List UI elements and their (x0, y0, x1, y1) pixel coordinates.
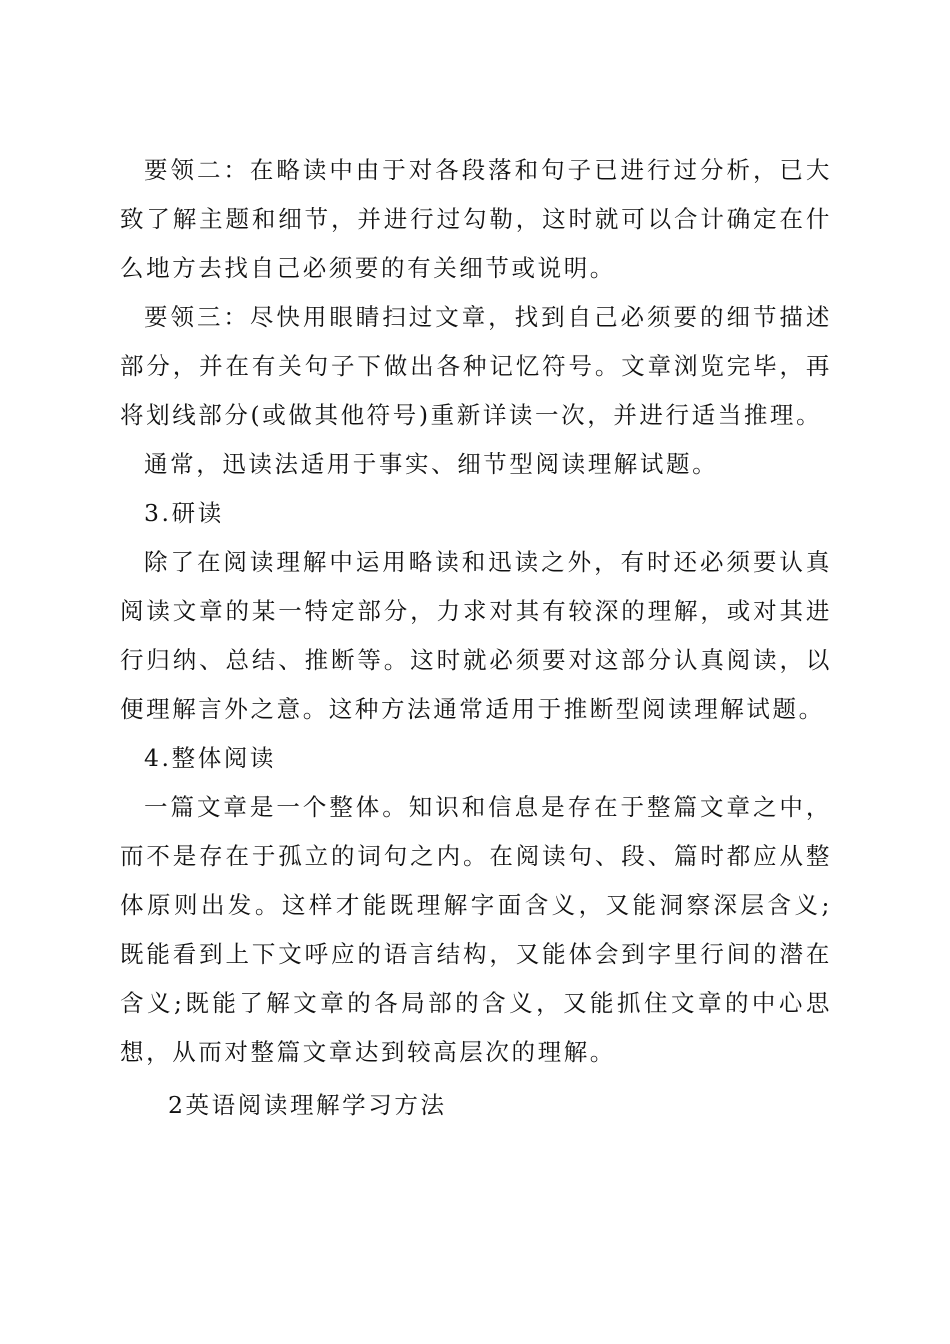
paragraph-holistic-reading: 一篇文章是一个整体。知识和信息是存在于整篇文章之中，而不是存在于孤立的词句之内。在阅读句、段、篇时都应从整体原则出发。这样才能既理解字面含义，又能洞察深层含义;既能看到上下文呼应的语言结构，又能体会到字里行间的潜在含义;既能了解文章的各局部的含义，又能抓住文章的中心思想，从而对整篇文章达到较高层次的理解。 (120, 793, 832, 1066)
paragraph-intensive-reading: 除了在阅读理解中运用略读和迅读之外，有时还必须要认真阅读文章的某一特定部分，力求对其有较深的理解，或对其进行归纳、总结、推断等。这时就必须要对这部分认真阅读，以便理解言外之意。这种方法通常适用于推断型阅读理解试题。 (120, 548, 832, 723)
paragraph-key-point-three: 要领三：尽快用眼睛扫过文章，找到自己必须要的细节描述部分，并在有关句子下做出各种记忆符号。文章浏览完毕，再将划线部分(或做其他符号)重新详读一次，并进行适当推理。 (120, 303, 832, 429)
heading-intensive-reading: 3.研读 (144, 499, 224, 527)
paragraph-key-point-two: 要领二：在略读中由于对各段落和句子已进行过分析，已大致了解主题和细节，并进行过勾勒，这时就可以合计确定在什么地方去找自己必须要的有关细节或说明。 (120, 156, 832, 282)
heading-holistic-reading: 4.整体阅读 (144, 744, 277, 772)
document-body (120, 146, 832, 1130)
section-title: 2英语阅读理解学习方法 (168, 1091, 447, 1119)
paragraph-scanning-usage: 通常，迅读法适用于事实、细节型阅读理解试题。 (144, 450, 719, 478)
